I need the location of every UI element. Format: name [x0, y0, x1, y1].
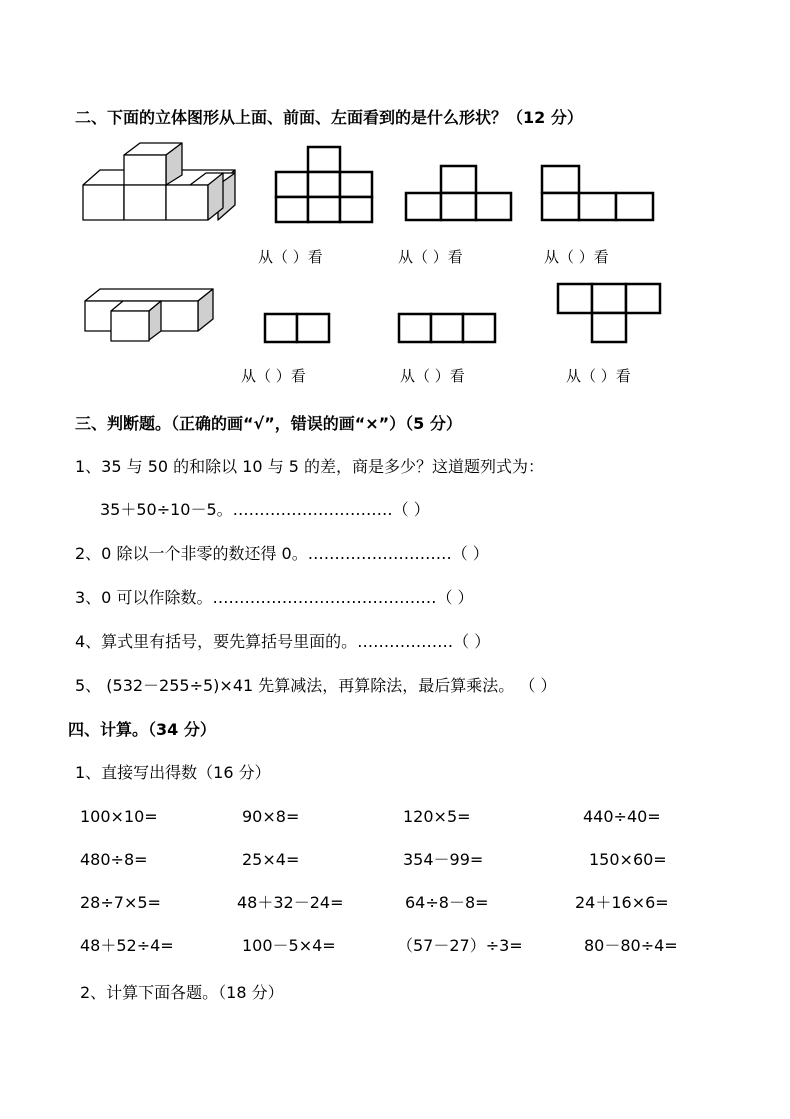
solid-figure-1: [80, 140, 250, 230]
judge-item-1-expression: 35＋50÷10－5。…………………………（ ）: [100, 500, 430, 519]
judge-item-5: 5、 (532－255÷5)×41 先算减法，再算除法，最后算乘法。 （ ）: [75, 676, 557, 695]
calc-item: 24＋16×6=: [575, 893, 669, 912]
view-shape-4: [264, 313, 334, 348]
view-label-6: 从（ ）看: [566, 367, 631, 385]
section-2-title: 二、下面的立体图形从上面、前面、左面看到的是什么形状？（12 分）: [75, 108, 583, 127]
calc-item: 80－80÷4=: [584, 936, 678, 955]
judge-item-3: 3、0 可以作除数。……………………………………（ ）: [75, 588, 474, 607]
calc-item: 354－99=: [403, 850, 484, 869]
view-label-3: 从（ ）看: [544, 248, 609, 266]
section-3-title: 三、判断题。（正确的画“√”，错误的画“×”）（5 分）: [75, 414, 462, 433]
calc-item: 440÷40=: [583, 807, 661, 826]
calc-item: 120×5=: [403, 807, 471, 826]
calc-item: 100×10=: [80, 807, 158, 826]
calc-item: 48＋52÷4=: [80, 936, 174, 955]
calc-item: 100－5×4=: [242, 936, 336, 955]
view-label-1: 从（ ）看: [258, 248, 323, 266]
solid-figure-2: [83, 286, 223, 346]
view-shape-1: [276, 146, 376, 226]
view-shape-2: [405, 165, 515, 225]
calc-sub-1-title: 1、直接写出得数（16 分）: [75, 763, 271, 782]
calc-item: 25×4=: [242, 850, 300, 869]
view-shape-5: [398, 313, 503, 348]
calc-sub-2-title: 2、计算下面各题。（18 分）: [80, 983, 284, 1002]
view-label-5: 从（ ）看: [400, 367, 465, 385]
section-4-title: 四、计算。（34 分）: [68, 720, 216, 739]
judge-item-4: 4、算式里有括号，要先算括号里面的。………………（ ）: [75, 632, 491, 651]
view-label-2: 从（ ）看: [398, 248, 463, 266]
judge-item-2: 2、0 除以一个非零的数还得 0。………………………（ ）: [75, 544, 489, 563]
calc-item: 28÷7×5=: [80, 893, 161, 912]
calc-item: 90×8=: [242, 807, 300, 826]
view-shape-3: [541, 165, 656, 225]
view-shape-6: [557, 283, 667, 348]
calc-item: （57－27）÷3=: [397, 936, 523, 955]
view-label-4: 从（ ）看: [241, 367, 306, 385]
calc-item: 150×60=: [589, 850, 667, 869]
calc-item: 48＋32－24=: [237, 893, 344, 912]
calc-item: 64÷8－8=: [405, 893, 489, 912]
calc-item: 480÷8=: [80, 850, 148, 869]
judge-item-1: 1、35 与 50 的和除以 10 与 5 的差，商是多少？这道题列式为：: [75, 457, 545, 476]
